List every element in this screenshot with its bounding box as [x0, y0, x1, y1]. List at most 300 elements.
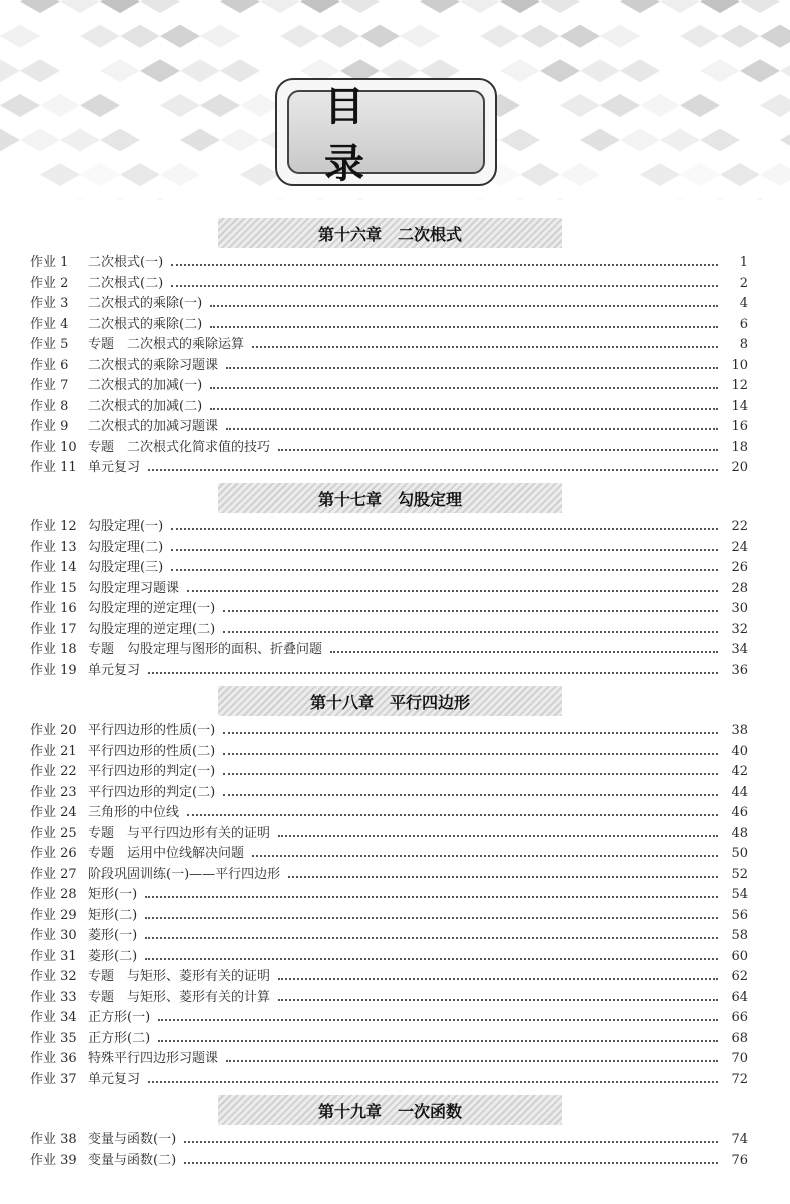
entry-title: 菱形(一) — [88, 928, 138, 943]
pattern-tile — [520, 163, 560, 186]
dot-leader — [171, 285, 718, 287]
toc-entry[interactable] — [30, 535, 748, 555]
dot-leader — [226, 1060, 718, 1062]
dot-leader — [187, 814, 718, 816]
pattern-tile — [200, 94, 240, 117]
page-number: 56 — [731, 907, 748, 923]
page-number: 48 — [731, 825, 748, 841]
dot-leader — [171, 528, 718, 530]
pattern-tile — [780, 128, 790, 151]
page-number: 46 — [731, 805, 748, 820]
dot-leader — [148, 672, 718, 674]
pattern-tile — [580, 128, 620, 151]
page-number: 12 — [731, 378, 748, 393]
pattern-tile — [160, 163, 200, 186]
pattern-tile — [100, 198, 140, 200]
homework-number: 作业 8 — [30, 398, 69, 414]
homework-number: 作业 29 — [30, 907, 77, 923]
toc-entry[interactable] — [30, 923, 748, 943]
dot-leader — [223, 732, 718, 734]
entry-title: 二次根式的乘除习题课 — [88, 357, 219, 373]
toc-entry[interactable] — [30, 718, 748, 738]
homework-number: 作业 19 — [30, 662, 77, 678]
chapter-title: 第十八章 平行四边形 — [309, 692, 470, 712]
toc-entry[interactable] — [30, 373, 748, 393]
dot-leader — [210, 305, 718, 307]
pattern-tile — [560, 163, 600, 186]
toc-entry[interactable] — [30, 1046, 748, 1066]
entry-title: 平行四边形的判定(二) — [88, 784, 216, 800]
toc-entry[interactable] — [30, 1026, 748, 1046]
entry-title: 单元复习 — [88, 662, 141, 678]
homework-number: 作业 35 — [30, 1030, 77, 1046]
homework-number: 作业 37 — [30, 1071, 77, 1087]
pattern-tile — [700, 128, 740, 151]
dot-leader — [210, 408, 718, 410]
page-number: 30 — [731, 601, 748, 616]
homework-number: 作业 22 — [30, 764, 77, 779]
pattern-tile — [140, 59, 180, 82]
chapter-heading — [218, 686, 562, 716]
pattern-tile — [80, 25, 120, 48]
page-number: 10 — [731, 357, 748, 373]
pattern-tile — [500, 128, 540, 151]
homework-number: 作业 10 — [30, 439, 77, 455]
pattern-tile — [540, 198, 580, 200]
toc-entry[interactable] — [30, 964, 748, 984]
pattern-tile — [500, 0, 540, 13]
toc-entry[interactable] — [30, 353, 748, 373]
homework-number: 作业 15 — [30, 580, 77, 596]
page-number: 1 — [739, 255, 748, 270]
page-number: 8 — [739, 337, 748, 352]
entry-title: 菱形(二) — [88, 948, 138, 964]
dot-leader — [145, 896, 718, 898]
entry-title: 专题 与矩形、菱形有关的计算 — [88, 989, 271, 1005]
chapter-heading — [218, 1095, 562, 1125]
pattern-tile — [640, 163, 680, 186]
pattern-tile — [660, 0, 700, 13]
homework-number: 作业 1 — [30, 255, 69, 270]
pattern-tile — [340, 0, 380, 13]
pattern-tile — [700, 0, 740, 13]
page-number: 40 — [731, 743, 748, 759]
pattern-tile — [0, 94, 40, 117]
pattern-tile — [300, 0, 340, 13]
dot-leader — [148, 469, 718, 471]
toc-entry[interactable] — [30, 435, 748, 455]
pattern-tile — [180, 198, 220, 200]
toc-entry[interactable] — [30, 882, 748, 902]
entry-title: 平行四边形的性质(二) — [88, 743, 216, 759]
dot-leader — [278, 999, 718, 1001]
entry-title: 平行四边形的性质(一) — [88, 723, 216, 738]
pattern-tile — [460, 198, 500, 200]
homework-number: 作业 32 — [30, 969, 77, 984]
toc-entry[interactable] — [30, 821, 748, 841]
dot-leader — [278, 835, 718, 837]
entry-title: 勾股定理(一) — [88, 519, 164, 534]
entry-title: 单元复习 — [88, 1071, 141, 1087]
pattern-tile — [720, 163, 760, 186]
toc-entry[interactable] — [30, 903, 748, 923]
dot-leader — [330, 651, 718, 653]
entry-title: 勾股定理的逆定理(二) — [88, 621, 216, 637]
toc-entry[interactable] — [30, 596, 748, 616]
pattern-tile — [280, 25, 320, 48]
dot-leader — [148, 1081, 718, 1083]
toc-entry[interactable] — [30, 780, 748, 800]
chapter-heading — [218, 218, 562, 248]
pattern-tile — [140, 198, 180, 200]
entry-title: 二次根式的加减(一) — [88, 378, 203, 393]
dot-leader — [184, 1141, 718, 1143]
page-number: 34 — [731, 642, 748, 657]
entry-title: 专题 与矩形、菱形有关的证明 — [88, 969, 271, 984]
page-number: 60 — [731, 948, 748, 964]
entry-title: 勾股定理(二) — [88, 539, 164, 555]
entry-title: 勾股定理(三) — [88, 560, 164, 575]
toc-entry[interactable] — [30, 759, 748, 779]
dot-leader — [223, 753, 718, 755]
dot-leader — [226, 367, 718, 369]
homework-number: 作业 20 — [30, 723, 77, 738]
dot-leader — [278, 449, 718, 451]
pattern-tile — [0, 25, 40, 48]
page-number: 72 — [731, 1071, 748, 1087]
pattern-tile — [40, 163, 80, 186]
toc-entry[interactable] — [30, 617, 748, 637]
dot-leader — [226, 428, 718, 430]
pattern-tile — [160, 94, 200, 117]
homework-number: 作业 39 — [30, 1152, 77, 1168]
homework-number: 作业 3 — [30, 296, 69, 311]
dot-leader — [252, 346, 718, 348]
page-number: 70 — [731, 1051, 748, 1066]
page-number: 28 — [731, 580, 748, 596]
chapter-title: 第十六章 二次根式 — [317, 224, 462, 244]
homework-number: 作业 30 — [30, 928, 77, 943]
homework-number: 作业 18 — [30, 642, 77, 657]
entry-title: 特殊平行四边形习题课 — [88, 1051, 219, 1066]
dot-leader — [158, 1040, 718, 1042]
toc-entry[interactable] — [30, 576, 748, 596]
pattern-tile — [560, 25, 600, 48]
pattern-tile — [680, 25, 720, 48]
pattern-tile — [120, 25, 160, 48]
pattern-tile — [780, 59, 790, 82]
page-number: 24 — [731, 539, 748, 555]
page-number: 36 — [731, 662, 748, 678]
page-number: 38 — [731, 723, 748, 738]
pattern-tile — [720, 25, 760, 48]
pattern-tile — [520, 25, 560, 48]
homework-number: 作业 16 — [30, 601, 77, 616]
homework-number: 作业 26 — [30, 846, 77, 861]
pattern-tile — [260, 198, 300, 200]
pattern-tile — [740, 59, 780, 82]
toc-entry[interactable] — [30, 800, 748, 820]
dot-leader — [223, 794, 718, 796]
pattern-tile — [240, 94, 280, 117]
toc-entry[interactable] — [30, 455, 748, 475]
pattern-tile — [80, 163, 120, 186]
toc-entry[interactable] — [30, 291, 748, 311]
homework-number: 作业 17 — [30, 621, 77, 637]
toc-entry[interactable] — [30, 555, 748, 575]
homework-number: 作业 28 — [30, 887, 77, 902]
toc-entry[interactable] — [30, 658, 748, 678]
pattern-tile — [500, 59, 540, 82]
pattern-tile — [300, 198, 340, 200]
pattern-tile — [100, 59, 140, 82]
entry-title: 专题 二次根式化简求值的技巧 — [88, 439, 271, 455]
toc-entry[interactable] — [30, 1148, 748, 1168]
entry-title: 阶段巩固训练(一)——平行四边形 — [88, 866, 281, 882]
pattern-tile — [760, 163, 790, 186]
homework-number: 作业 34 — [30, 1010, 77, 1025]
homework-number: 作业 9 — [30, 419, 69, 434]
page-number: 32 — [731, 621, 748, 637]
pattern-tile — [180, 128, 220, 151]
toc-entry[interactable] — [30, 332, 748, 352]
entry-title: 二次根式的加减习题课 — [88, 419, 219, 434]
pattern-tile — [340, 198, 380, 200]
toc-entry[interactable] — [30, 739, 748, 759]
toc-entry[interactable] — [30, 394, 748, 414]
homework-number: 作业 31 — [30, 948, 77, 964]
page-number: 22 — [731, 519, 748, 534]
page-title: 目 录 — [324, 83, 492, 187]
pattern-tile — [760, 25, 790, 48]
pattern-tile — [540, 0, 580, 13]
homework-number: 作业 14 — [30, 560, 77, 575]
page-number: 20 — [731, 460, 748, 475]
pattern-tile — [740, 198, 780, 200]
toc-entry[interactable] — [30, 250, 748, 270]
page-number: 50 — [731, 846, 748, 861]
entry-title: 变量与函数(二) — [88, 1152, 177, 1168]
pattern-tile — [60, 128, 100, 151]
page-number: 26 — [731, 560, 748, 575]
pattern-tile — [600, 25, 640, 48]
toc-entry[interactable] — [30, 841, 748, 861]
entry-title: 二次根式的乘除(二) — [88, 316, 203, 332]
dot-leader — [145, 917, 718, 919]
pattern-tile — [0, 128, 20, 151]
dot-leader — [171, 264, 718, 266]
pattern-tile — [240, 163, 280, 186]
pattern-tile — [620, 59, 660, 82]
toc-entry[interactable] — [30, 271, 748, 291]
page-number: 18 — [731, 439, 748, 455]
chapter-title: 第十九章 一次函数 — [317, 1101, 462, 1121]
entry-title: 专题 与平行四边形有关的证明 — [88, 825, 271, 841]
pattern-tile — [60, 198, 100, 200]
pattern-tile — [540, 59, 580, 82]
dot-leader — [171, 569, 718, 571]
pattern-tile — [360, 25, 400, 48]
pattern-tile — [760, 94, 790, 117]
homework-number: 作业 6 — [30, 357, 69, 373]
homework-number: 作业 36 — [30, 1051, 77, 1066]
page-number: 44 — [731, 784, 748, 800]
toc-entry[interactable] — [30, 514, 748, 534]
entry-title: 专题 勾股定理与图形的面积、折叠问题 — [88, 642, 323, 657]
dot-leader — [223, 610, 718, 612]
page-number: 64 — [731, 989, 748, 1005]
page-number: 6 — [739, 316, 748, 332]
toc-entry[interactable] — [30, 1127, 748, 1147]
dot-leader — [223, 631, 718, 633]
pattern-tile — [0, 198, 20, 200]
pattern-tile — [80, 94, 120, 117]
entry-title: 勾股定理的逆定理(一) — [88, 601, 216, 616]
page-number: 76 — [731, 1152, 748, 1168]
title-plaque — [287, 83, 492, 187]
entry-title: 二次根式(二) — [88, 275, 164, 291]
page-number: 42 — [731, 764, 748, 779]
pattern-tile — [420, 0, 460, 13]
pattern-tile — [120, 163, 160, 186]
pattern-tile — [460, 0, 500, 13]
pattern-tile — [180, 59, 220, 82]
homework-number: 作业 25 — [30, 825, 77, 841]
page-number: 2 — [739, 275, 748, 291]
pattern-tile — [500, 198, 540, 200]
entry-title: 正方形(二) — [88, 1030, 151, 1046]
page-number: 52 — [731, 866, 748, 882]
chapter-title: 第十七章 勾股定理 — [317, 489, 462, 509]
page-number: 66 — [731, 1010, 748, 1025]
page-number: 58 — [731, 928, 748, 943]
page-number: 74 — [731, 1132, 748, 1147]
toc-entry[interactable] — [30, 637, 748, 657]
pattern-tile — [620, 0, 660, 13]
pattern-tile — [680, 94, 720, 117]
pattern-tile — [640, 94, 680, 117]
homework-number: 作业 24 — [30, 805, 77, 820]
pattern-tile — [20, 59, 60, 82]
homework-number: 作业 2 — [30, 275, 69, 291]
entry-title: 勾股定理习题课 — [88, 580, 180, 596]
homework-number: 作业 7 — [30, 378, 69, 393]
entry-title: 专题 运用中位线解决问题 — [88, 846, 245, 861]
pattern-tile — [700, 198, 740, 200]
pattern-tile — [400, 25, 440, 48]
dot-leader — [145, 958, 718, 960]
dot-leader — [171, 549, 718, 551]
pattern-tile — [620, 128, 660, 151]
toc-entry[interactable] — [30, 312, 748, 332]
pattern-tile — [100, 128, 140, 151]
entry-title: 单元复习 — [88, 460, 141, 475]
toc-entry[interactable] — [30, 862, 748, 882]
pattern-tile — [220, 59, 260, 82]
dot-leader — [158, 1019, 718, 1021]
pattern-tile — [20, 128, 60, 151]
page-number: 54 — [731, 887, 748, 902]
pattern-tile — [260, 0, 300, 13]
dot-leader — [288, 876, 718, 878]
pattern-tile — [200, 25, 240, 48]
toc-entry[interactable] — [30, 1067, 748, 1087]
entry-title: 变量与函数(一) — [88, 1132, 177, 1147]
toc-entry[interactable] — [30, 985, 748, 1005]
pattern-tile — [580, 59, 620, 82]
homework-number: 作业 23 — [30, 784, 77, 800]
dot-leader — [187, 590, 718, 592]
chapter-heading — [218, 483, 562, 513]
homework-number: 作业 12 — [30, 519, 77, 534]
homework-number: 作业 5 — [30, 337, 69, 352]
homework-number: 作业 21 — [30, 743, 77, 759]
pattern-tile — [680, 163, 720, 186]
entry-title: 二次根式的加减(二) — [88, 398, 203, 414]
pattern-tile — [220, 0, 260, 13]
pattern-tile — [380, 198, 420, 200]
entry-title: 三角形的中位线 — [88, 805, 180, 820]
pattern-tile — [480, 25, 520, 48]
dot-leader — [278, 978, 718, 980]
page-number: 62 — [731, 969, 748, 984]
pattern-tile — [60, 0, 100, 13]
pattern-tile — [660, 198, 700, 200]
toc-entry[interactable] — [30, 1005, 748, 1025]
entry-title: 专题 二次根式的乘除运算 — [88, 337, 245, 352]
entry-title: 矩形(一) — [88, 887, 138, 902]
pattern-tile — [580, 198, 620, 200]
title-frame — [275, 78, 497, 186]
homework-number: 作业 11 — [30, 460, 77, 475]
dot-leader — [145, 937, 718, 939]
entry-title: 平行四边形的判定(一) — [88, 764, 216, 779]
pattern-tile — [740, 0, 780, 13]
pattern-tile — [160, 25, 200, 48]
entry-title: 正方形(一) — [88, 1010, 151, 1025]
entry-title: 二次根式(一) — [88, 255, 164, 270]
pattern-tile — [600, 94, 640, 117]
page-number: 14 — [731, 398, 748, 414]
pattern-tile — [700, 59, 740, 82]
pattern-tile — [0, 59, 20, 82]
pattern-tile — [780, 198, 790, 200]
entry-title: 二次根式的乘除(一) — [88, 296, 203, 311]
pattern-tile — [40, 94, 80, 117]
pattern-tile — [660, 128, 700, 151]
pattern-tile — [220, 128, 260, 151]
toc-entry[interactable] — [30, 414, 748, 434]
homework-number: 作业 27 — [30, 866, 77, 882]
page-number: 68 — [731, 1030, 748, 1046]
homework-number: 作业 4 — [30, 316, 69, 332]
dot-leader — [252, 855, 718, 857]
dot-leader — [210, 326, 718, 328]
pattern-tile — [100, 0, 140, 13]
page-number: 4 — [739, 296, 748, 311]
dot-leader — [184, 1162, 718, 1164]
page-number: 16 — [731, 419, 748, 434]
pattern-tile — [320, 25, 360, 48]
homework-number: 作业 33 — [30, 989, 77, 1005]
toc-entry[interactable] — [30, 944, 748, 964]
pattern-tile — [140, 0, 180, 13]
homework-number: 作业 13 — [30, 539, 77, 555]
entry-title: 矩形(二) — [88, 907, 138, 923]
dot-leader — [223, 773, 718, 775]
pattern-tile — [20, 0, 60, 13]
pattern-tile — [560, 94, 600, 117]
